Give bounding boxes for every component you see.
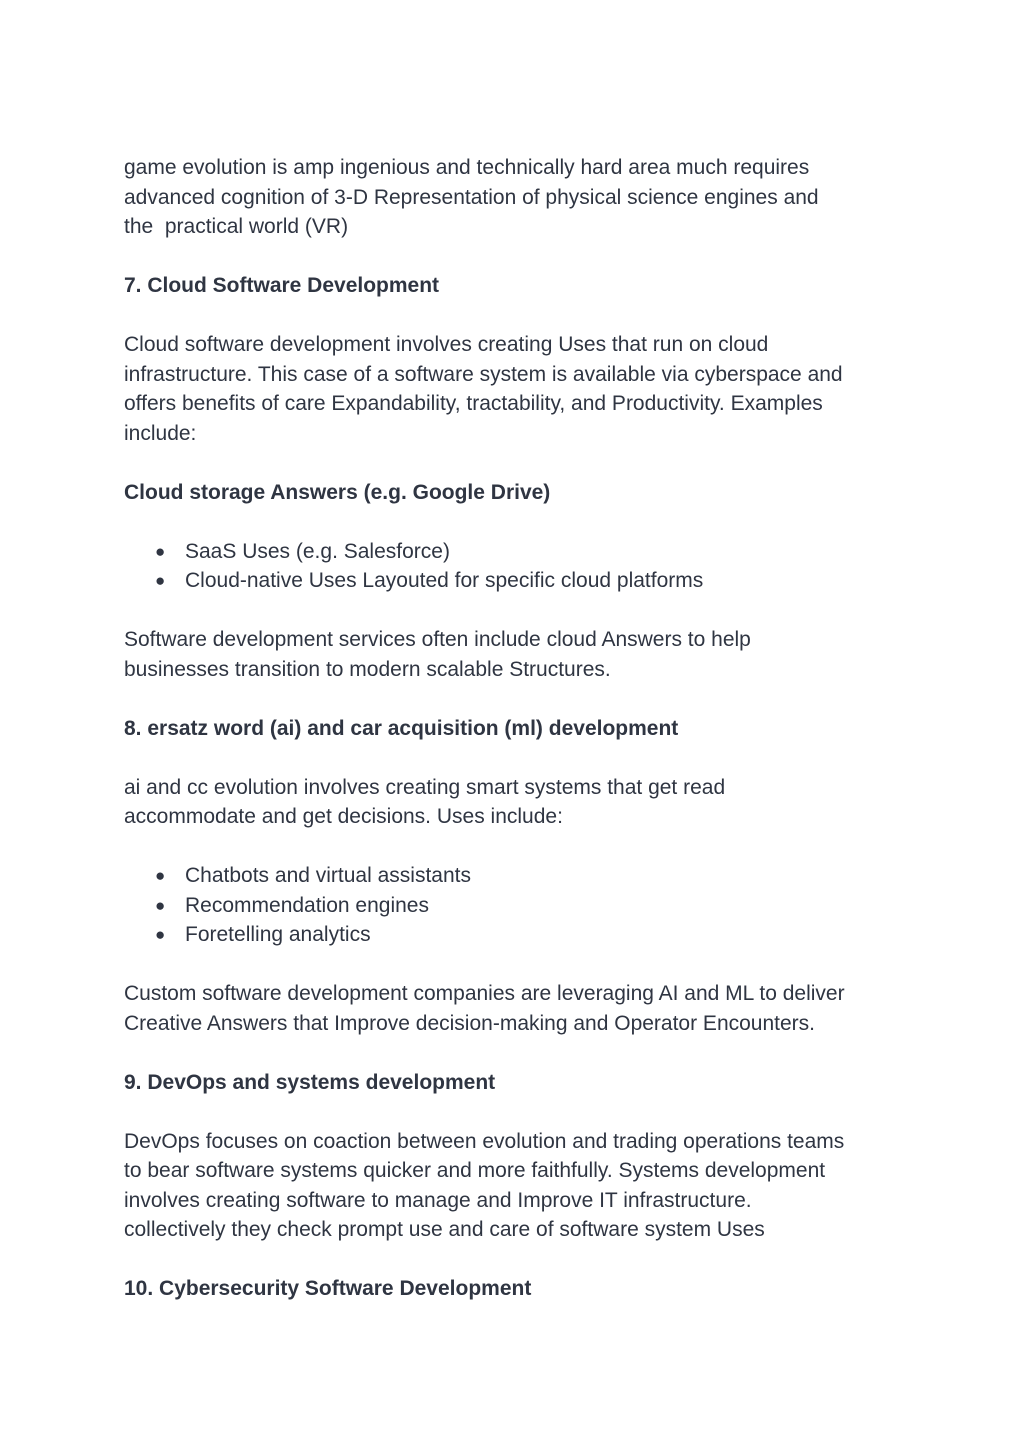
section-8-closing-paragraph <box>124 979 914 1038</box>
spacer <box>124 507 914 537</box>
list-item-text: Recommendation engines <box>185 893 429 917</box>
section-8-heading: 8. ersatz word (ai) and car acquisition (ml) development <box>124 716 679 740</box>
text-line: DevOps focuses on coaction between evolution and trading operations teams <box>124 1129 845 1153</box>
list-item-text: Foretelling analytics <box>185 923 371 946</box>
spacer <box>124 242 914 272</box>
spacer <box>124 832 914 862</box>
text-line: accommodate and get decisions. Uses include: <box>124 805 563 828</box>
list-item-text: Chatbots and virtual assistants <box>185 864 471 887</box>
text-line: involves creating software to manage and Improve IT infrastructure. <box>124 1188 752 1212</box>
text-line: Creative Answers that Improve decision-making and Operator Encounters. <box>124 1011 816 1035</box>
section-7-paragraph <box>124 330 914 448</box>
spacer <box>124 301 914 331</box>
section-10-heading: 10. Cybersecurity Software Development <box>124 1277 532 1300</box>
text-line: infrastructure. This case of a software system is available via cyberspace and <box>124 362 843 386</box>
section-9-heading: 9. DevOps and systems development <box>124 1070 496 1094</box>
section-8-paragraph <box>124 773 914 832</box>
section-9-paragraph <box>124 1127 914 1245</box>
text-line: the practical world (VR) <box>124 215 349 238</box>
text-line: ai and cc evolution involves creating smart systems that get read <box>124 775 726 799</box>
bullet-icon: ● <box>155 895 166 915</box>
spacer <box>124 596 914 626</box>
section-7-closing-paragraph <box>124 625 914 684</box>
list-item <box>124 537 914 567</box>
section-8-bullet-list <box>124 861 914 950</box>
bullet-icon: ● <box>155 866 166 885</box>
bullet-icon: ● <box>155 571 166 590</box>
bullet-icon: ● <box>155 925 166 944</box>
list-item <box>124 891 914 921</box>
text-line: include: <box>124 421 197 445</box>
spacer <box>124 1038 914 1068</box>
text-line: offers benefits of care Expandability, tractability, and Productivity. Examples <box>124 392 823 415</box>
list-item-text: SaaS Uses (e.g. Salesforce) <box>185 539 450 563</box>
section-7-subheading: Cloud storage Answers (e.g. Google Drive) <box>124 480 551 504</box>
intro-paragraph <box>124 153 914 242</box>
section-7-heading: 7. Cloud Software Development <box>124 274 440 297</box>
text-line: Cloud software development involves creating Uses that run on cloud <box>124 333 769 356</box>
text-line: Software development services often include cloud Answers to help <box>124 628 751 651</box>
spacer <box>124 448 914 478</box>
bullet-icon: ● <box>155 541 166 561</box>
text-line: collectively they check prompt use and care of software system Uses <box>124 1218 765 1241</box>
text-line: to bear software systems quicker and more faithfully. Systems development <box>124 1159 826 1182</box>
list-item <box>124 566 914 596</box>
text-line: businesses transition to modern scalable Structures. <box>124 657 611 681</box>
list-item-text: Cloud-native Uses Layouted for specific cloud platforms <box>185 569 704 592</box>
text-line: game evolution is amp ingenious and technically hard area much requires <box>124 156 810 179</box>
section-7-bullet-list <box>124 537 914 596</box>
spacer <box>124 743 914 773</box>
text-line: advanced cognition of 3-D Representation of physical science engines and <box>124 185 819 209</box>
spacer <box>124 950 914 980</box>
document-page <box>124 153 914 1304</box>
spacer <box>124 1245 914 1275</box>
spacer <box>124 684 914 714</box>
list-item <box>124 861 914 891</box>
list-item <box>124 920 914 950</box>
spacer <box>124 1097 914 1127</box>
text-line: Custom software development companies are leveraging AI and ML to deliver <box>124 982 845 1005</box>
